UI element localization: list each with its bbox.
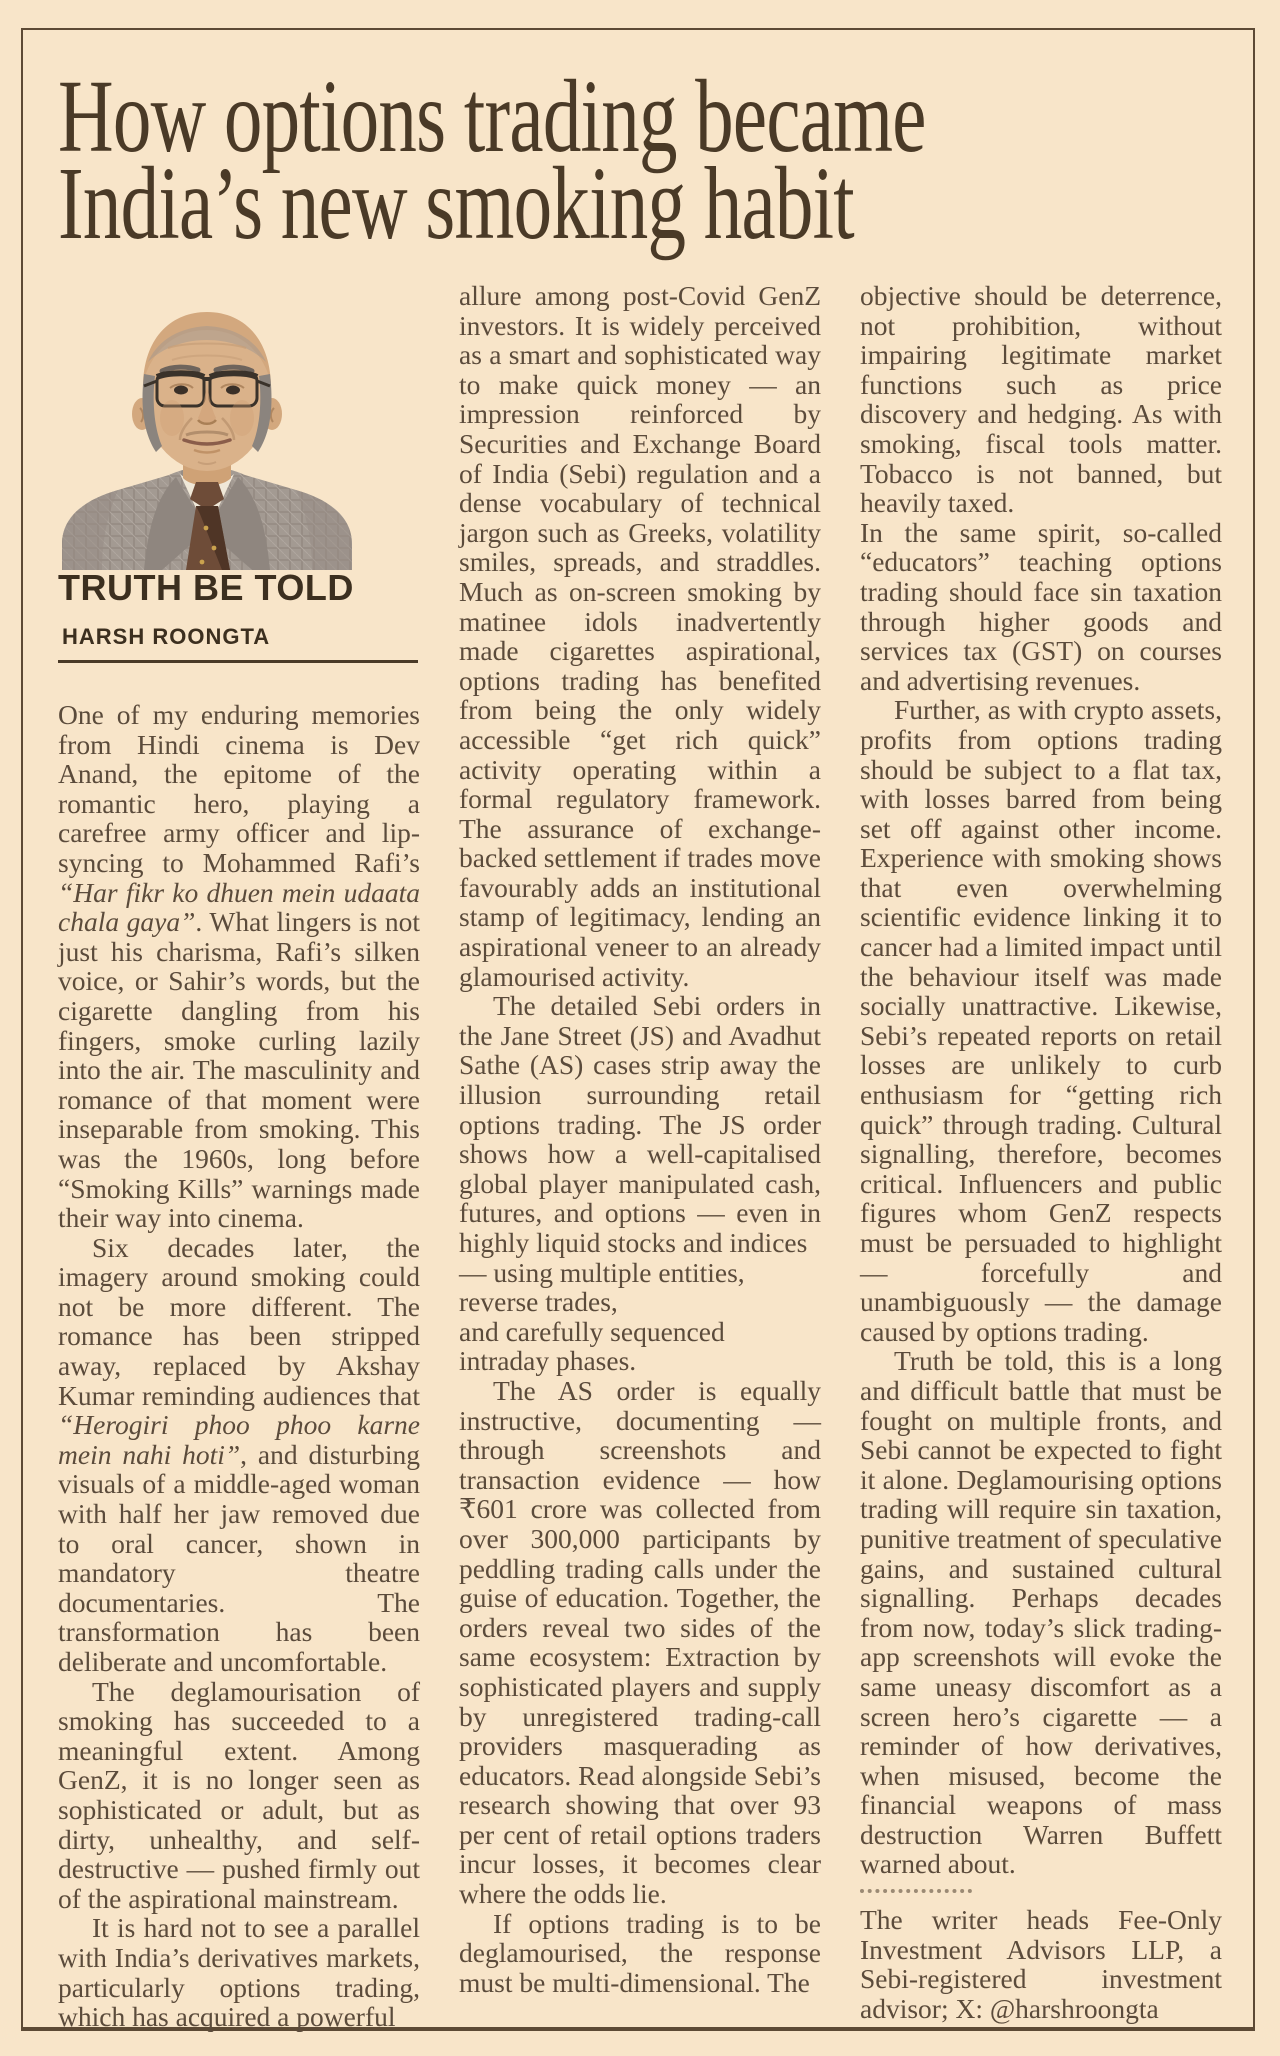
article-headline — [58, 59, 926, 261]
byline-rule — [58, 660, 418, 663]
headline-line-1: How options trading became — [58, 59, 926, 174]
footer-divider — [860, 1889, 972, 1893]
paragraph: The deglamourisation of smoking has succeeded to a meaningful extent. Among GenZ, it is no longer seen as sophisticated or adult, but as dirty, unhealthy, and self-destructive — pushed firmly out of the aspirational mainstream. — [58, 1675, 420, 1914]
paragraph: One of my enduring memories from Hindi cinema is Dev Anand, the epitome of the romantic hero, playing a carefree army officer and lip-syncing to Mohammed Rafi’s “Har fikr ko dhuen mein udaata chala gaya”. What lingers is not just his charisma, Rafi’s silken voice, or Sahir’s words, but the cigarette dangling from his fingers, smoke curling lazily into the air. The masculinity and romance of that moment were inseparable from smoking. This was the 1960s, long before “Smoking Kills” warnings made their way into cinema. — [58, 699, 420, 1234]
paragraph: The detailed Sebi orders in the Jane Street (JS) and Avadhut Sathe (AS) cases strip away the illusion surrounding retail options trading. The JS order shows how a well-capitalised global player manipulated cash, futures, and options — even in highly liquid stocks and indices — using multiple entities, reverse trades, and carefully sequenced intraday phases. — [459, 990, 821, 1377]
author-byline: HARSH ROONGTA — [62, 624, 271, 649]
paragraph: Further, as with crypto assets, profits from options trading should be subject to a flat tax, with losses barred from being set off against other income. Experience with smoking shows that even overwhelming scientific evidence linking it to cancer had a limited impact until the behaviour itself was made socially unattractive. Likewise, Sebi’s repeated reports on retail losses are unlikely to curb enthusiasm for “getting rich quick” through trading. Cultural signalling, therefore, becomes critical. Influencers and public figures whom GenZ respects must be persuaded to highlight — forcefully and unambiguously — the damage caused by options trading. — [860, 694, 1222, 1347]
text-column-2 — [459, 281, 821, 1997]
paragraph: The AS order is equally instructive, documenting — through screenshots and transaction evidence — how ₹601 crore was collected from over 300,000 participants by peddling trading calls under the guise of education. Together, the orders reveal two sides of the same ecosystem: Extraction by sophisticated players and supply by unregistered trading-call providers masquerading as educators. Read alongside Sebi’s research showing that over 93 per cent of retail options traders incur losses, it becomes clear where the odds lie. — [459, 1374, 821, 1910]
author-portrait-illustration — [56, 278, 358, 570]
paragraph: It is hard not to see a parallel with India’s derivatives markets, particularly options trading, which has acquired a powerful — [58, 1912, 420, 2033]
headline-line-2: India’s new smoking habit — [58, 146, 854, 261]
paragraph: Six decades later, the imagery around smoking could not be more different. The romance has been stripped away, replaced by Akshay Kumar reminding audiences that “Herogiri phoo phoo karne mein nahi hoti”, and disturbing visuals of a middle-aged woman with half her jaw removed due to oral cancer, shown in mandatory theatre documentaries. The transformation has been deliberate and uncomfortable. — [58, 1231, 420, 1677]
author-photo — [56, 278, 358, 570]
face — [132, 312, 282, 471]
column-title: TRUTH BE TOLD — [58, 567, 354, 608]
paragraph: allure among post-Covid GenZ investors. It is widely perceived as a smart and sophisticated way to make quick money — an impression reinforced by Securities and Exchange Board of India (Sebi) regulation and a dense vocabulary of technical jargon such as Greeks, volatility smiles, spreads, and straddles. Much as on-screen smoking by matinee idols inadvertently made cigarettes aspirational, options trading has benefited from being the only widely accessible “get rich quick” activity operating within a formal regulatory framework. The assurance of exchange-backed settlement if trades move favourably adds an institutional stamp of legitimacy, lending an aspirational veneer to an already glamourised activity. — [459, 280, 821, 992]
text-column-3 — [860, 281, 1222, 2023]
paragraph: objective should be deterrence, not prohibition, without impairing legitimate market functions such as price discovery and hedging. As with smoking, fiscal tools matter. Tobacco is not banned, but heavily taxed. In the same spirit, so-called “educators” teaching options trading should face sin taxation through higher goods and services tax (GST) on courses and advertising revenues. — [860, 280, 1222, 696]
paragraph: Truth be told, this is a long and difficult battle that must be fought on multiple fronts, and Sebi cannot be expected to fight it alone. Deglamourising options trading will require sin taxation, punitive treatment of speculative gains, and sustained cultural signalling. Perhaps decades from now, today’s slick trading-app screenshots will evoke the same uneasy discomfort as a screen hero’s cigarette — a reminder of how derivatives, when misused, become the financial weapons of mass destruction Warren Buffett warned about. — [860, 1345, 1222, 1880]
footer-note: The writer heads Fee-Only Investment Advisors LLP, a Sebi-registered investment advisor; X: @harshroongta — [860, 1904, 1222, 2024]
paragraph: If options trading is to be deglamourised, the response must be multi-dimensional. The — [459, 1907, 821, 1998]
text-column-1 — [58, 700, 420, 2032]
